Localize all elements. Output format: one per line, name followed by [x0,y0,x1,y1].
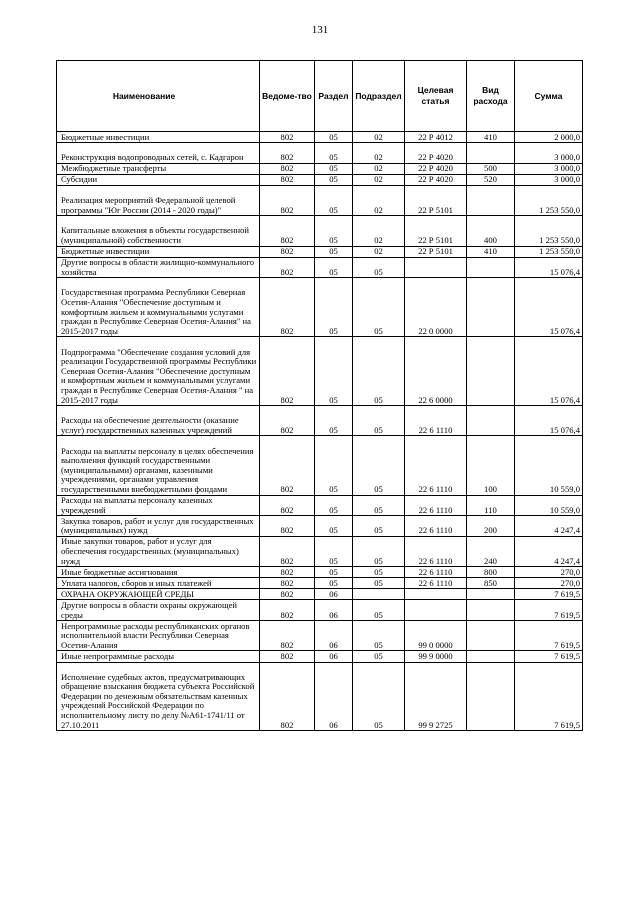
cell-podrazdel: 02 [353,185,405,215]
cell-celevaya-statya [405,600,467,621]
table-row [57,516,583,537]
cell-razdel: 05 [315,216,353,246]
table-row [57,174,583,185]
header-podrazdel: Подраздел [353,61,405,132]
cell-razdel: 05 [315,495,353,516]
cell-vedomstvo: 802 [260,516,315,537]
cell-razdel: 05 [315,436,353,495]
header-celevaya-statya: Целевая статья [405,61,467,132]
cell-podrazdel: 02 [353,163,405,174]
cell-razdel: 05 [315,278,353,337]
cell-vid-raskhoda: 400 [467,216,515,246]
cell-vedomstvo: 802 [260,337,315,406]
table-row [57,143,583,164]
cell-celevaya-statya [405,257,467,278]
table-row [57,337,583,406]
cell-vedomstvo: 802 [260,662,315,731]
cell-summa: 15 076,4 [515,278,583,337]
cell-vid-raskhoda: 500 [467,163,515,174]
cell-celevaya-statya: 22 0 0000 [405,278,467,337]
cell-name: Бюджетные инвестиции [57,246,260,257]
cell-summa: 10 559,0 [515,495,583,516]
cell-celevaya-statya: 22 Р 4020 [405,163,467,174]
cell-summa: 7 619,5 [515,651,583,662]
cell-vedomstvo: 802 [260,536,315,566]
cell-podrazdel: 05 [353,621,405,651]
cell-vedomstvo: 802 [260,406,315,436]
budget-table [56,60,583,731]
table-header-row [57,61,583,132]
cell-vid-raskhoda: 410 [467,132,515,143]
cell-summa: 270,0 [515,578,583,589]
cell-name: Иные бюджетные ассигнования [57,567,260,578]
cell-name: Государственная программа Республики Северная Осетия-Алания "Обеспечение доступным и комфортным жильем и коммунальными услугами граждан в Республике Северная Осетия-Алания" на 2015-2017 годы [57,278,260,337]
cell-vedomstvo: 802 [260,257,315,278]
header-summa: Сумма [515,61,583,132]
cell-vid-raskhoda: 850 [467,578,515,589]
table-row [57,621,583,651]
cell-vedomstvo: 802 [260,163,315,174]
cell-summa: 3 000,0 [515,143,583,164]
cell-summa: 3 000,0 [515,174,583,185]
cell-podrazdel [353,589,405,600]
cell-vid-raskhoda [467,406,515,436]
cell-celevaya-statya: 22 6 1110 [405,436,467,495]
cell-vid-raskhoda: 410 [467,246,515,257]
cell-summa: 270,0 [515,567,583,578]
cell-name: Субсидии [57,174,260,185]
cell-summa: 15 076,4 [515,257,583,278]
cell-podrazdel: 02 [353,246,405,257]
cell-razdel: 05 [315,567,353,578]
cell-razdel: 05 [315,536,353,566]
cell-name: Иные непрограммные расходы [57,651,260,662]
cell-vedomstvo: 802 [260,216,315,246]
cell-summa: 7 619,5 [515,621,583,651]
cell-vid-raskhoda [467,257,515,278]
header-name: Наименование [57,61,260,132]
cell-name: Непрограммные расходы республиканских органов исполнительной власти Республики Северная Осетия-Алания [57,621,260,651]
cell-vid-raskhoda: 800 [467,567,515,578]
cell-name: Другие вопросы в области жилищно-коммунального хозяйства [57,257,260,278]
cell-razdel: 05 [315,246,353,257]
cell-razdel: 05 [315,143,353,164]
cell-summa: 4 247,4 [515,536,583,566]
cell-summa: 1 253 550,0 [515,246,583,257]
cell-razdel: 05 [315,163,353,174]
cell-podrazdel: 05 [353,406,405,436]
table-row [57,163,583,174]
cell-podrazdel: 05 [353,516,405,537]
cell-summa: 7 619,5 [515,589,583,600]
cell-razdel: 05 [315,132,353,143]
table-row [57,662,583,731]
cell-razdel: 06 [315,600,353,621]
cell-vid-raskhoda [467,337,515,406]
cell-name: Расходы на выплаты персоналу казенных учреждений [57,495,260,516]
header-razdel: Раздел [315,61,353,132]
cell-celevaya-statya: 22 6 1110 [405,495,467,516]
table-row [57,406,583,436]
cell-celevaya-statya [405,589,467,600]
cell-vedomstvo: 802 [260,621,315,651]
cell-vedomstvo: 802 [260,589,315,600]
cell-celevaya-statya: 22 6 1110 [405,567,467,578]
cell-celevaya-statya: 22 Р 5101 [405,246,467,257]
cell-summa: 7 619,5 [515,662,583,731]
cell-vedomstvo: 802 [260,132,315,143]
table-body [57,132,583,731]
cell-podrazdel: 02 [353,216,405,246]
cell-name: Расходы на обеспечение деятельности (оказание услуг) государственных казенных учреждений [57,406,260,436]
header-vid-raskhoda: Вид расхода [467,61,515,132]
cell-vid-raskhoda [467,662,515,731]
cell-vedomstvo: 802 [260,651,315,662]
cell-podrazdel: 05 [353,495,405,516]
page-number: 131 [311,24,329,36]
cell-podrazdel: 05 [353,257,405,278]
cell-celevaya-statya: 22 Р 5101 [405,185,467,215]
cell-vid-raskhoda [467,278,515,337]
cell-podrazdel: 05 [353,567,405,578]
cell-vedomstvo: 802 [260,495,315,516]
table-row [57,567,583,578]
cell-razdel: 05 [315,516,353,537]
cell-summa: 7 619,5 [515,600,583,621]
cell-name: Подпрограмма "Обеспечение создания условий для реализации Государственной программы Республики Северная Осетия-Алания "Обеспечение доступным и комфортным жильем и коммунальными услугами граждан в Республике Северная Осетия-Алания " на 2015-2017 годы [57,337,260,406]
cell-summa: 15 076,4 [515,406,583,436]
cell-razdel: 05 [315,185,353,215]
cell-summa: 3 000,0 [515,163,583,174]
cell-vid-raskhoda: 110 [467,495,515,516]
cell-vid-raskhoda [467,651,515,662]
cell-podrazdel: 05 [353,578,405,589]
cell-vedomstvo: 802 [260,567,315,578]
cell-name: Иные закупки товаров, работ и услуг для обеспечения государственных (муниципальных) нужд [57,536,260,566]
cell-podrazdel: 05 [353,600,405,621]
cell-vid-raskhoda: 520 [467,174,515,185]
table-row [57,278,583,337]
table-row [57,132,583,143]
cell-summa: 2 000,0 [515,132,583,143]
cell-summa: 1 253 550,0 [515,185,583,215]
table-row [57,257,583,278]
table-row [57,536,583,566]
cell-celevaya-statya: 22 Р 4012 [405,132,467,143]
cell-vid-raskhoda [467,143,515,164]
cell-podrazdel: 05 [353,536,405,566]
cell-name: Расходы на выплаты персоналу в целях обеспечения выполнения функций государственными (муниципальными) органами, казенными учреждениями, органами управления государственными внебюджетными фондами [57,436,260,495]
cell-vedomstvo: 802 [260,578,315,589]
cell-name: Уплата налогов, сборов и иных платежей [57,578,260,589]
cell-celevaya-statya: 99 9 0000 [405,651,467,662]
cell-podrazdel: 05 [353,436,405,495]
cell-celevaya-statya: 22 Р 4020 [405,143,467,164]
cell-name: Закупка товаров, работ и услуг для государственных (муниципальных) нужд [57,516,260,537]
cell-vid-raskhoda [467,589,515,600]
cell-celevaya-statya: 99 0 0000 [405,621,467,651]
cell-razdel: 05 [315,257,353,278]
cell-celevaya-statya: 22 6 1110 [405,578,467,589]
cell-razdel: 05 [315,337,353,406]
table-row [57,651,583,662]
cell-podrazdel: 05 [353,662,405,731]
cell-podrazdel: 05 [353,337,405,406]
cell-celevaya-statya: 22 6 1110 [405,406,467,436]
cell-vedomstvo: 802 [260,278,315,337]
table-row [57,185,583,215]
cell-vid-raskhoda: 100 [467,436,515,495]
cell-podrazdel: 05 [353,278,405,337]
cell-podrazdel: 02 [353,143,405,164]
cell-razdel: 06 [315,662,353,731]
cell-name: Бюджетные инвестиции [57,132,260,143]
cell-name: Другие вопросы в области охраны окружающей среды [57,600,260,621]
header-vedomstvo: Ведоме-тво [260,61,315,132]
cell-razdel: 06 [315,621,353,651]
cell-celevaya-statya: 22 6 1110 [405,516,467,537]
table-row [57,246,583,257]
cell-celevaya-statya: 22 Р 5101 [405,216,467,246]
cell-vedomstvo: 802 [260,436,315,495]
table-row [57,600,583,621]
cell-vedomstvo: 802 [260,174,315,185]
cell-podrazdel: 02 [353,132,405,143]
cell-name: Реконструкция водопроводных сетей, с. Кадгарон [57,143,260,164]
cell-vid-raskhoda [467,185,515,215]
cell-vid-raskhoda: 240 [467,536,515,566]
cell-razdel: 06 [315,589,353,600]
cell-summa: 4 247,4 [515,516,583,537]
cell-name: Исполнение судебных актов, предусматривающих обращение взыскания бюджета субъекта Российской Федерации по денежным обязательствам казенных учреждений Российской Федерации по исполнительному листу по делу №А61-1741/11 от 27.10.2011 [57,662,260,731]
cell-vid-raskhoda: 200 [467,516,515,537]
cell-celevaya-statya: 99 9 2725 [405,662,467,731]
cell-summa: 15 076,4 [515,337,583,406]
table-row [57,589,583,600]
cell-vid-raskhoda [467,621,515,651]
cell-vid-raskhoda [467,600,515,621]
cell-razdel: 05 [315,578,353,589]
cell-celevaya-statya: 22 6 0000 [405,337,467,406]
table-row [57,495,583,516]
table-row [57,578,583,589]
table-row [57,436,583,495]
cell-summa: 10 559,0 [515,436,583,495]
cell-vedomstvo: 802 [260,143,315,164]
cell-vedomstvo: 802 [260,185,315,215]
cell-name: ОХРАНА ОКРУЖАЮЩЕЙ СРЕДЫ [57,589,260,600]
cell-razdel: 05 [315,174,353,185]
cell-name: Реализация мероприятий Федеральной целевой программы "Юг России (2014 - 2020 годы)" [57,185,260,215]
cell-name: Межбюджетные трансферты [57,163,260,174]
cell-celevaya-statya: 22 6 1110 [405,536,467,566]
table-row [57,216,583,246]
cell-name: Капитальные вложения в объекты государственной (муниципальной) собственности [57,216,260,246]
cell-vedomstvo: 802 [260,246,315,257]
cell-vedomstvo: 802 [260,600,315,621]
cell-podrazdel: 02 [353,174,405,185]
cell-razdel: 05 [315,406,353,436]
cell-celevaya-statya: 22 Р 4020 [405,174,467,185]
cell-podrazdel: 05 [353,651,405,662]
cell-summa: 1 253 550,0 [515,216,583,246]
cell-razdel: 06 [315,651,353,662]
